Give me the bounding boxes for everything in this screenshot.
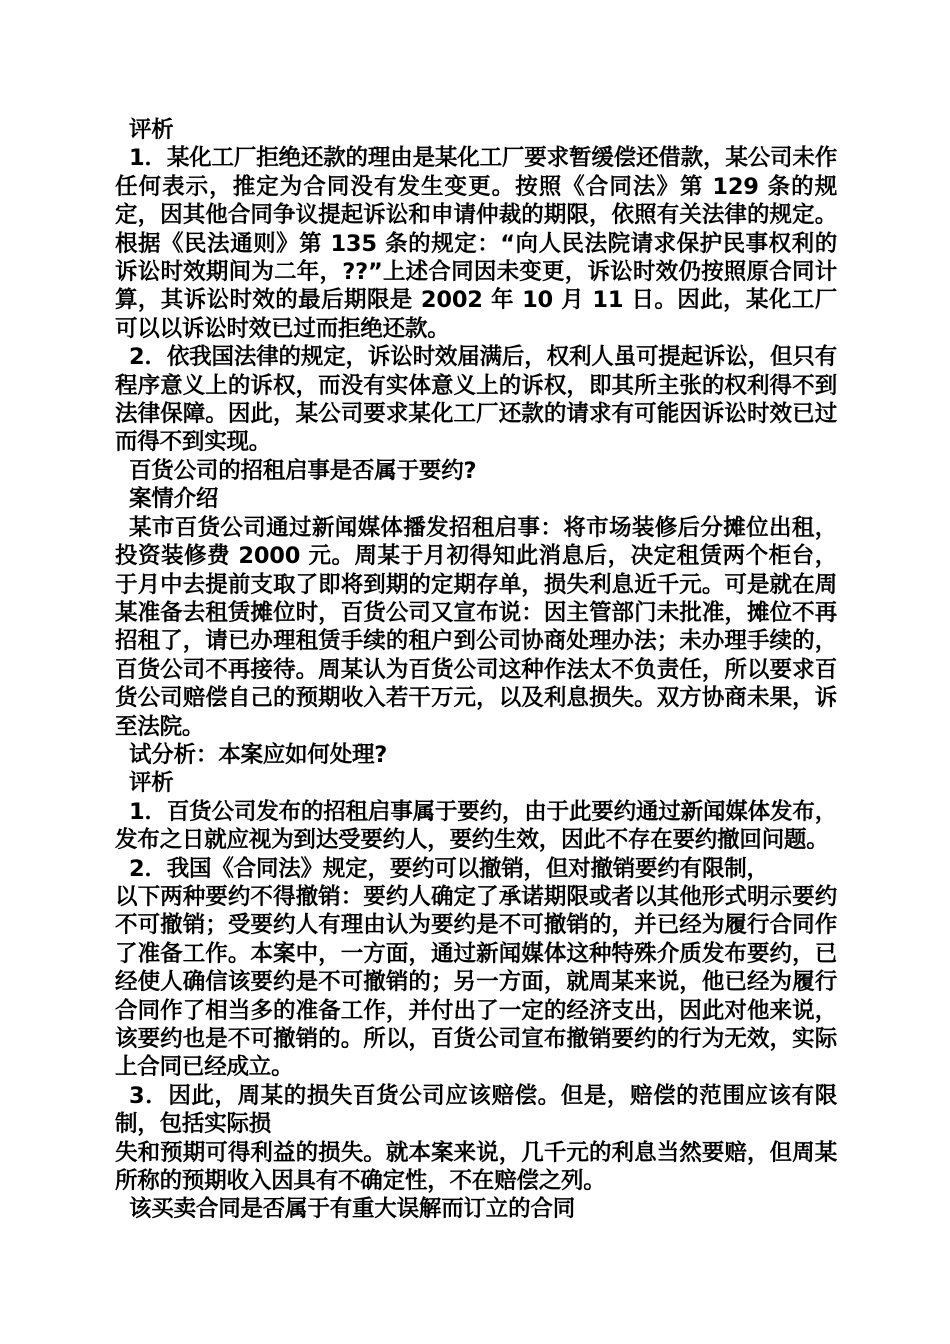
heading-analysis-1: 评析 <box>129 117 174 143</box>
analysis-1-point-2: 2．依我国法律的规定，诉讼时效届满后，权利人虽可提起诉讼，但只有程序意义上的诉权，而没有实体意义上的诉权，即其所主张的权利得不到法律保障。因此，某公司要求某化工厂还款的请求有可能因诉讼时效已过而得不到实现。 <box>115 344 837 456</box>
case-2-description: 某市百货公司通过新闻媒体播发招租启事：将市场装修后分摊位出租，投资装修费 2000 元。周某于月初得知此消息后，决定租赁两个柜台，于月中去提前支取了即将到期的定期存单，损失利息近千元。可是就在周某准备去租赁摊位时，百货公司又宣布说：因主管部门未批准，摊位不再招租了，请已办理租赁手续的租户到公司协商处理办法；未办理手续的，百货公司不再接待。周某认为百货公司这种作法太不负责任，所以要求百货公司赔偿自己的预期收入若干万元，以及利息损失。双方协商未果，诉至法院。 <box>115 514 837 740</box>
heading-case-intro: 案情介绍 <box>129 486 219 513</box>
analysis-2-point-3-continued: 失和预期可得利益的损失。就本案来说，几千元的利息当然要赔，但周某所称的预期收入因具有不确定性，不在赔偿之列。 <box>115 1139 837 1195</box>
case-2-question: 试分析：本案应如何处理? <box>129 741 388 768</box>
analysis-1-point-1: 1．某化工厂拒绝还款的理由是某化工厂要求暂缓偿还借款，某公司未作任何表示，推定为合同没有发生变更。按照《合同法》第 129 条的规定，因其他合同争议提起诉讼和申请仲裁的期限，依照有关法律的规定。根据《民法通则》第 135 条的规定：“向人民法院请求保护民事权利的诉讼时效期间为二年，??”上述合同因未变更，诉讼时效仍按照原合同计算，其诉讼时效的最后期限是 2002 年 10 月 11 日。因此，某化工厂可以以诉讼时效已过而拒绝还款。 <box>115 145 837 342</box>
case-2-title: 百货公司的招租启事是否属于要约? <box>129 457 477 484</box>
analysis-2-point-2-continued: 以下两种要约不得撤销：要约人确定了承诺期限或者以其他形式明示要约不可撤销；受要约人有理由认为要约是不可撤销的，并已经为履行合同作了准备工作。本案中，一方面，通过新闻媒体这种特殊介质发布要约，已经使人确信该要约是不可撤销的；另一方面，就周某来说，他已经为履行合同作了相当多的准备工作，并付出了一定的经济支出，因此对他来说，该要约也是不可撤销的。所以，百货公司宣布撤销要约的行为无效，实际上合同已经成立。 <box>115 883 837 1081</box>
document-body <box>115 116 837 1224</box>
analysis-2-point-2: 2．我国《合同法》规定，要约可以撤销，但对撤销要约有限制， <box>129 855 769 882</box>
analysis-2-point-1: 1．百货公司发布的招租启事属于要约，由于此要约通过新闻媒体发布，发布之日就应视为到达受要约人，要约生效，因此不存在要约撤回问题。 <box>115 798 837 854</box>
case-3-title: 该买卖合同是否属于有重大误解而订立的合同 <box>129 1196 576 1223</box>
analysis-2-point-3: 3．因此，周某的损失百货公司应该赔偿。但是，赔偿的范围应该有限制，包括实际损 <box>115 1082 837 1138</box>
heading-analysis-2: 评析 <box>129 770 174 797</box>
